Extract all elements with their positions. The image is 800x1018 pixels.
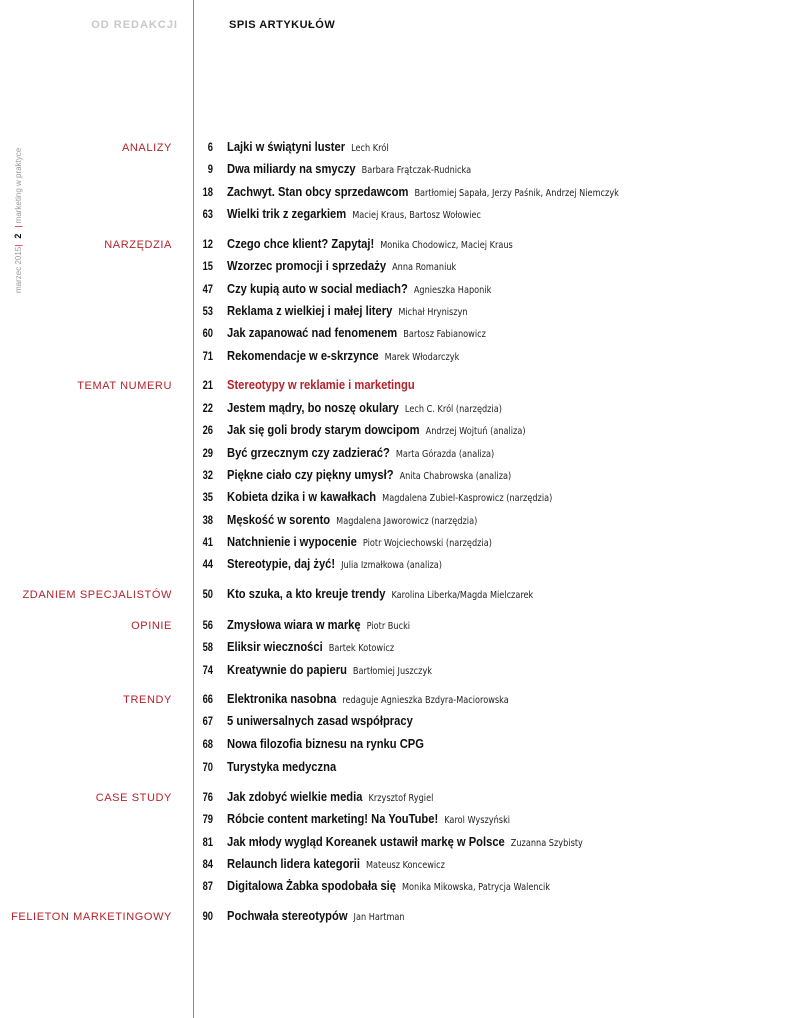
entry-author: Lech Król (351, 143, 389, 154)
entry-title-line (227, 325, 486, 343)
entry-title-line (227, 586, 533, 604)
entry-author: Bartosz Fabianowicz (403, 329, 486, 340)
entry-title-line (227, 258, 456, 276)
entry-title: Relaunch lidera kategorii (227, 856, 360, 871)
entry-page-number: 6 (207, 140, 213, 154)
entry-title-line (227, 662, 432, 680)
entry-page-number: 29 (202, 446, 213, 460)
section-label: OPINIE (131, 620, 172, 632)
entry-author: Bartłomiej Sapała, Jerzy Paśnik, Andrzej Niemczyk (414, 188, 619, 199)
spine-label: marzec 2015|2| marketing w praktyce (13, 147, 23, 293)
entry-title-line (227, 856, 445, 874)
entry-title-line (227, 617, 410, 635)
magazine-name: marketing w praktyce (14, 147, 23, 224)
entry-page-number: 21 (202, 378, 213, 392)
entry-author: Lech C. Król (narzędzia) (404, 404, 502, 415)
entry-author: Jan Hartman (353, 912, 405, 923)
section-label: TRENDY (123, 694, 172, 706)
entry-page-number: 50 (202, 587, 213, 601)
entry-title-line (227, 139, 389, 157)
entry-title-line (227, 759, 336, 775)
entry-page-number: 9 (207, 162, 213, 176)
entry-title: Piękne ciało czy piękny umysł? (227, 467, 394, 482)
entry-page-number: 87 (202, 879, 213, 893)
entry-author: Krzysztof Rygiel (368, 793, 434, 804)
entry-title: Natchnienie i wypocenie (227, 534, 357, 549)
entry-author: Barbara Frątczak-Rudnicka (361, 165, 472, 176)
entry-title: Digitalowa Żabka spodobała się (227, 878, 396, 893)
entry-title: Jak się goli brody starym dowcipom (227, 422, 420, 437)
entry-author: Anita Chabrowska (analiza) (399, 471, 512, 482)
entry-title-line (227, 303, 468, 321)
entry-page-number: 26 (202, 423, 213, 437)
issue-date: marzec 2015 (14, 246, 23, 293)
entry-author: Julia Izmałkowa (analiza) (341, 560, 442, 571)
editorial-header[interactable]: OD REDAKCJI (91, 19, 178, 31)
section-label: ANALIZY (121, 142, 172, 154)
entry-title-line (227, 811, 510, 829)
entry-page-number: 53 (202, 304, 213, 318)
entry-author: Maciej Kraus, Bartosz Wołowiec (352, 210, 481, 221)
entry-page-number: 35 (202, 490, 213, 504)
entry-title-line (227, 834, 583, 852)
entry-title-line (227, 400, 502, 418)
entry-title-line (227, 489, 552, 507)
entry-page-number: 63 (202, 207, 213, 221)
entry-page-number: 60 (202, 326, 213, 340)
entry-title: Jak zapanować nad fenomenem (227, 325, 398, 340)
entry-page-number: 79 (202, 812, 213, 826)
entry-page-number: 58 (202, 640, 213, 654)
entry-title-line (227, 908, 405, 926)
entry-title-line (227, 691, 509, 709)
entry-author: Bartłomiej Juszczyk (352, 666, 433, 677)
entry-title-line (227, 348, 459, 366)
entry-title-line (227, 467, 511, 485)
entry-title: Jak zdobyć wielkie media (227, 789, 363, 804)
section-label: NARZĘDZIA (104, 239, 172, 251)
entry-page-number: 66 (202, 692, 213, 706)
entry-author: Anna Romaniuk (392, 262, 457, 273)
entry-title-line (227, 377, 415, 393)
entry-page-number: 44 (202, 557, 213, 571)
section-label: TEMAT NUMERU (77, 380, 172, 392)
entry-title: Kobieta dzika i w kawałkach (227, 489, 377, 504)
entry-author: redaguje Agnieszka Bzdyra-Maciorowska (342, 695, 509, 706)
contents-header: SPIS ARTYKUŁÓW (229, 19, 336, 31)
entry-page-number: 18 (202, 185, 213, 199)
entry-page-number: 12 (202, 237, 213, 251)
entry-title: Być grzecznym czy zadzierać? (227, 445, 390, 460)
entry-title: Wzorzec promocji i sprzedaży (227, 258, 387, 273)
entry-author: Marek Włodarczyk (384, 352, 460, 363)
entry-author: Magdalena Zubiel-Kasprowicz (narzędzia) (382, 493, 553, 504)
entry-title-line (227, 736, 424, 752)
entry-author: Piotr Bucki (366, 621, 411, 632)
entry-author: Marta Górazda (analiza) (395, 449, 495, 460)
entry-title-line (227, 534, 492, 552)
page-number: 2 (13, 233, 23, 239)
entry-title: Wielki trik z zegarkiem (227, 206, 347, 221)
entry-title: Pochwała stereotypów (227, 908, 348, 923)
entry-page-number: 15 (202, 259, 213, 273)
entry-title: 5 uniwersalnych zasad współpracy (227, 713, 413, 728)
entry-title-line (227, 161, 471, 179)
entry-title-line (227, 556, 442, 574)
entry-title: Elektronika nasobna (227, 691, 337, 706)
entry-page-number: 38 (202, 513, 213, 527)
column-divider (193, 0, 194, 1018)
entry-title: Turystyka medyczna (227, 759, 337, 774)
entry-author: Karol Wyszyński (444, 815, 511, 826)
entry-author: Piotr Wojciechowski (narzędzia) (362, 538, 492, 549)
section-label: ZDANIEM SPECJALISTÓW (22, 589, 172, 601)
entry-title: Czego chce klient? Zapytaj! (227, 236, 375, 251)
entry-title-line (227, 878, 550, 896)
entry-title: Nowa filozofia biznesu na rynku CPG (227, 736, 424, 751)
entry-author: Agnieszka Haponik (413, 285, 492, 296)
entry-title: Jestem mądry, bo noszę okulary (227, 400, 399, 415)
entry-author: Bartek Kotowicz (328, 643, 395, 654)
entry-title: Zachwyt. Stan obcy sprzedawcom (227, 184, 409, 199)
entry-title: Jak młody wygląd Koreanek ustawił markę w Polsce (227, 834, 505, 849)
entry-title: Reklama z wielkiej i małej litery (227, 303, 393, 318)
entry-page-number: 41 (202, 535, 213, 549)
entry-title-line (227, 639, 394, 657)
entry-page-number: 68 (202, 737, 213, 751)
entry-page-number: 70 (202, 760, 213, 774)
entry-page-number: 22 (202, 401, 213, 415)
entry-page-number: 67 (202, 714, 213, 728)
entry-page-number: 47 (202, 282, 213, 296)
entry-title: Kto szuka, a kto kreuje trendy (227, 586, 386, 601)
entry-author: Monika Chodowicz, Maciej Kraus (380, 240, 513, 251)
entry-title: Dwa miliardy na smyczy (227, 161, 356, 176)
entry-title-line (227, 713, 413, 729)
entry-title: Stereotypy w reklamie i marketingu (227, 377, 415, 392)
entry-title: Męskość w sorento (227, 512, 331, 527)
entry-title: Eliksir wieczności (227, 639, 323, 654)
entry-page-number: 71 (202, 349, 213, 363)
entry-title: Zmysłowa wiara w markę (227, 617, 361, 632)
entry-page-number: 81 (202, 835, 213, 849)
entry-author: Michał Hryniszyn (398, 307, 468, 318)
entry-title: Czy kupią auto w social mediach? (227, 281, 408, 296)
entry-page-number: 32 (202, 468, 213, 482)
entry-title-line (227, 445, 494, 463)
entry-page-number: 56 (202, 618, 213, 632)
entry-title: Róbcie content marketing! Na YouTube! (227, 811, 439, 826)
entry-author: Magdalena Jaworowicz (narzędzia) (336, 516, 478, 527)
entry-title: Rekomendacje w e-skrzynce (227, 348, 379, 363)
section-label: FELIETON MARKETINGOWY (11, 911, 172, 923)
entry-author: Monika Mikowska, Patrycja Walencik (402, 882, 551, 893)
entry-page-number: 76 (202, 790, 213, 804)
entry-title-line (227, 281, 491, 299)
entry-title: Lajki w świątyni luster (227, 139, 346, 154)
entry-title: Stereotypie, daj żyć! (227, 556, 336, 571)
entry-author: Mateusz Koncewicz (365, 860, 445, 871)
entry-page-number: 84 (202, 857, 213, 871)
entry-author: Zuzanna Szybisty (510, 838, 583, 849)
entry-title-line (227, 512, 477, 530)
entry-page-number: 90 (202, 909, 213, 923)
entry-title-line (227, 184, 619, 202)
entry-author: Andrzej Wojtuń (analiza) (425, 426, 526, 437)
entry-title-line (227, 236, 513, 254)
entry-page-number: 74 (202, 663, 213, 677)
entry-author: Karolina Liberka/Magda Mielczarek (391, 590, 534, 601)
entry-title-line (227, 206, 481, 224)
section-label: CASE STUDY (95, 792, 172, 804)
entry-title-line (227, 422, 526, 440)
entry-title: Kreatywnie do papieru (227, 662, 347, 677)
entry-title-line (227, 789, 433, 807)
